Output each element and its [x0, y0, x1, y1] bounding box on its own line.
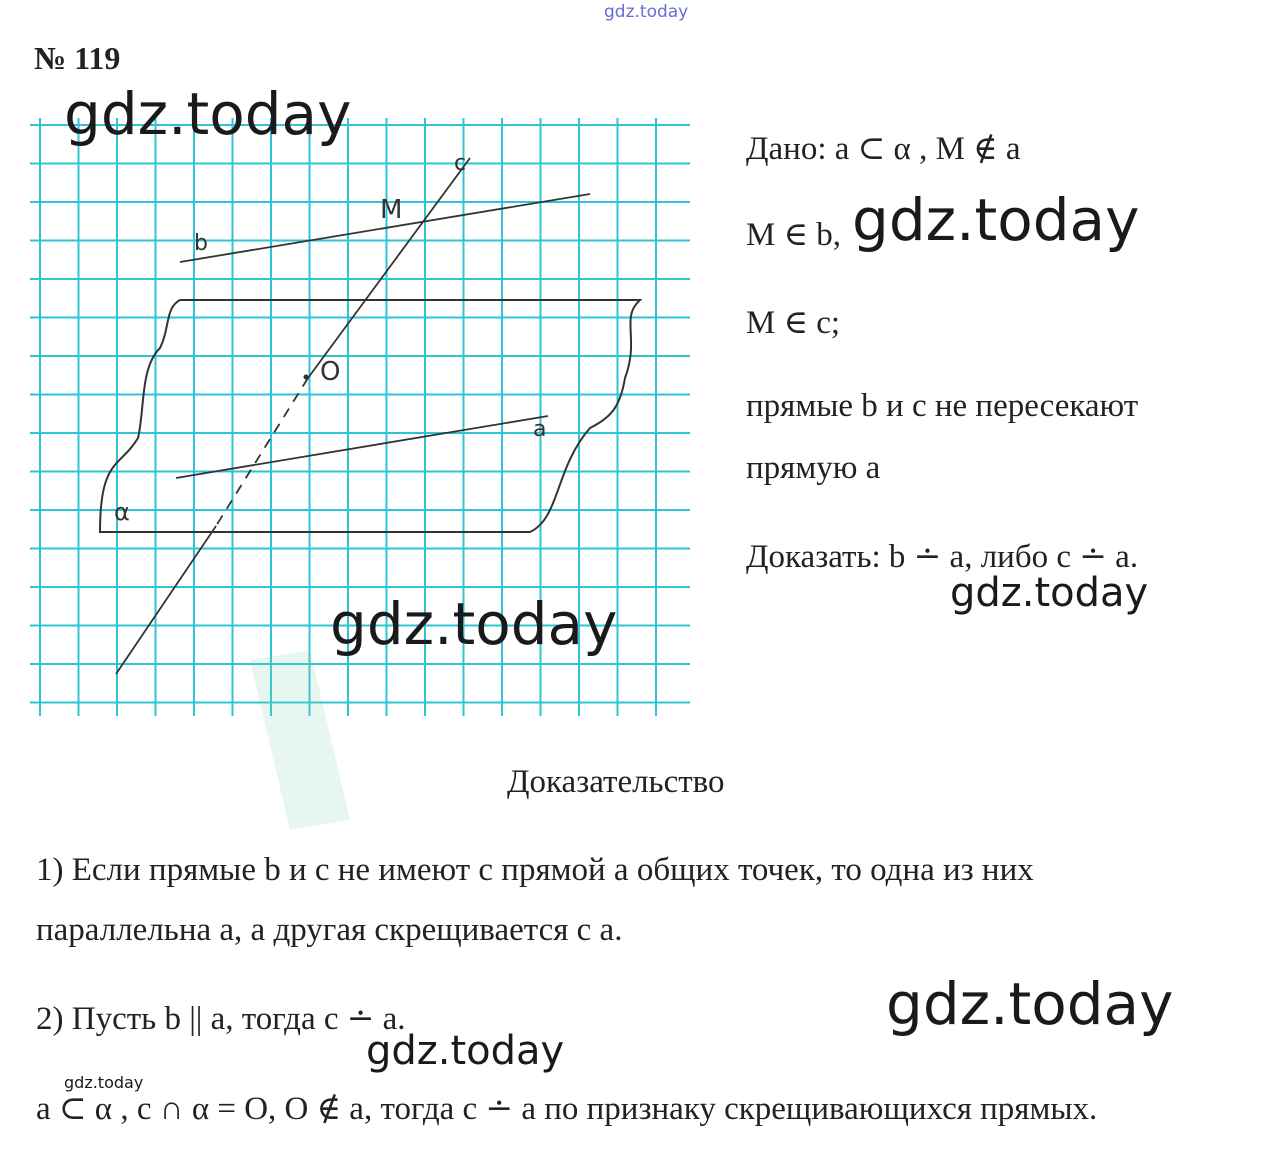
given-line-3: M ∈ c; — [746, 305, 841, 341]
problem-number: № 119 — [34, 40, 121, 76]
proof-title: Доказательство — [507, 764, 725, 800]
watermark-step3-small: gdz.today — [64, 1073, 144, 1092]
label-a: a — [533, 417, 547, 442]
line-c-upper — [308, 158, 470, 378]
given-line-4: прямые b и c не пересекают — [746, 388, 1139, 424]
label-c: c — [454, 151, 467, 176]
proof-step-2: 2) Пусть b || a, тогда c ∸ a. — [36, 1001, 406, 1037]
proof-step-1-line-2: параллельна a, а другая скрещивается с a. — [36, 912, 623, 948]
label-b: b — [194, 231, 208, 256]
line-c-hidden — [216, 378, 308, 526]
watermark-step2: gdz.today — [366, 1028, 565, 1074]
given-line-2: M ∈ b, — [746, 217, 842, 253]
plane-alpha-outline — [100, 300, 640, 532]
watermark-figure-bottom: gdz.today — [330, 590, 618, 658]
proof-step-1-line-1: 1) Если прямые b и c не имеют с прямой a общих точек, то одна из них — [36, 852, 1034, 888]
faint-background-logo — [230, 640, 370, 840]
label-alpha: α — [114, 498, 130, 526]
point-o — [304, 375, 309, 380]
watermark-prove: gdz.today — [950, 570, 1149, 616]
watermark-given: gdz.today — [852, 186, 1140, 254]
given-line-5: прямую a — [746, 450, 881, 486]
proof-step-3: a ⊂ α , c ∩ α = O, O ∉ a, тогда c ∸ a по признаку скрещивающихся прямых. — [36, 1091, 1098, 1127]
label-o: O — [320, 357, 341, 387]
prove-statement: Доказать: b ∸ a, либо c ∸ a. — [746, 539, 1139, 575]
watermark-figure-top: gdz.today — [64, 80, 352, 148]
label-m: M — [380, 195, 403, 225]
site-watermark-top: gdz.today — [604, 2, 689, 22]
watermark-step2-right: gdz.today — [886, 970, 1174, 1038]
given-line-1: Дано: a ⊂ α , M ∉ a — [746, 131, 1021, 167]
